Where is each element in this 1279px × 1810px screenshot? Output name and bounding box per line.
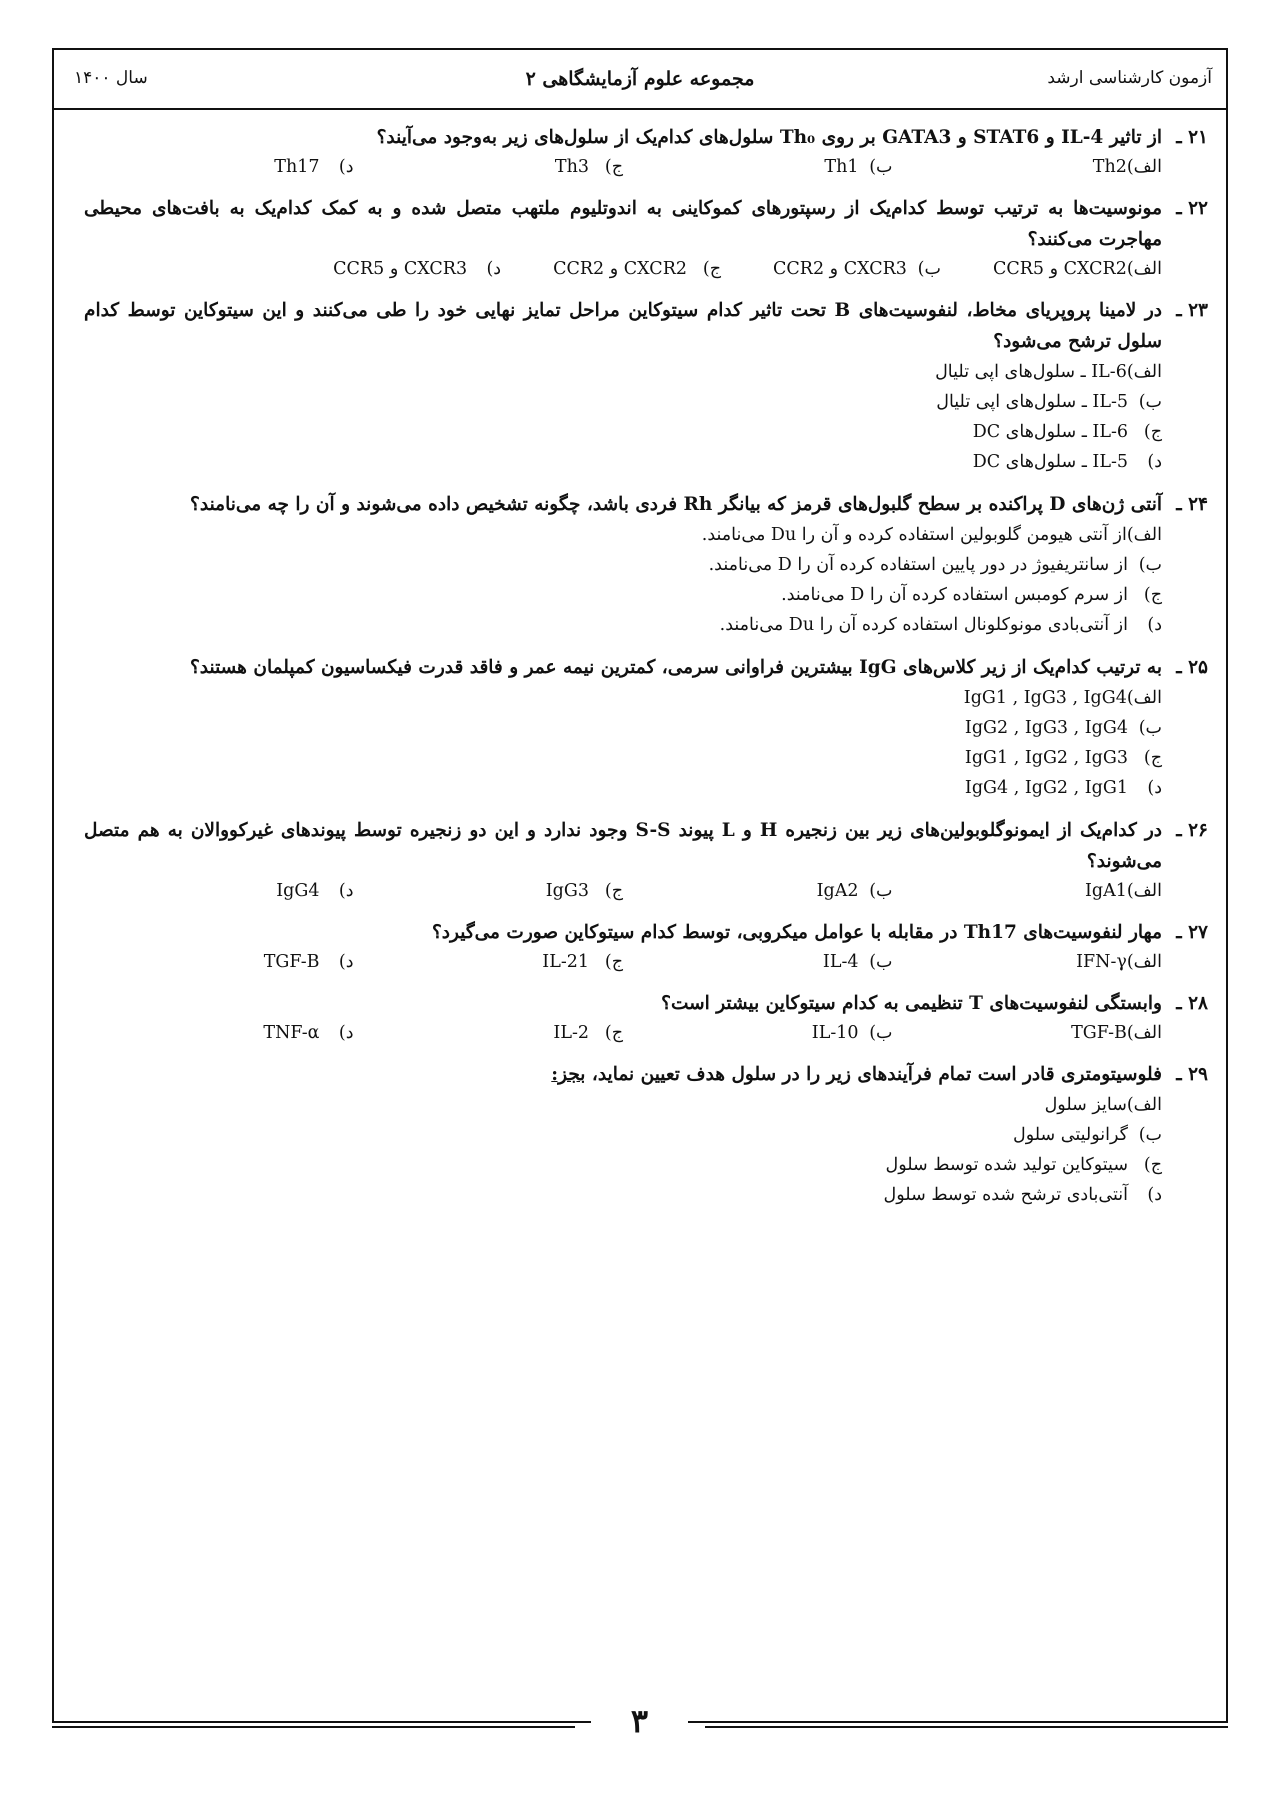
option-letter: ب) xyxy=(869,881,893,901)
option-text: TGF-B xyxy=(263,952,320,972)
option-letter: ب) xyxy=(1138,392,1162,412)
option-text: Th17 xyxy=(274,157,320,177)
option-text: سیتوکاین تولید شده توسط سلول xyxy=(885,1155,1128,1175)
option-text: IgA2 xyxy=(816,881,859,901)
option-text: گرانولیتی سلول xyxy=(1012,1125,1128,1145)
question-number: ۲۷ ـ xyxy=(1176,922,1208,943)
option-letter: د) xyxy=(1147,778,1162,798)
question-text-body: مهار لنفوسیت‌های Th17 در مقابله با عوامل میکروبی، توسط کدام سیتوکاین صورت می‌گیرد؟ xyxy=(431,922,1162,943)
option-letter: ب) xyxy=(869,952,893,972)
option-letter: ج) xyxy=(604,952,623,972)
option-letter: د) xyxy=(1147,615,1162,635)
exam-title: آزمون کارشناسی ارشد xyxy=(1047,68,1212,88)
option-letter: الف) xyxy=(1126,881,1162,901)
option-letter: ب) xyxy=(1138,718,1162,738)
option-text: IgA1 xyxy=(1084,881,1127,901)
option-text: Th2 xyxy=(1092,157,1127,177)
option-text: از آنتی هیومن گلوبولین استفاده کرده و آن را Du می‌نامند. xyxy=(701,525,1127,545)
option-letter: ب) xyxy=(869,1023,893,1043)
option-letter: ج) xyxy=(1143,1155,1162,1175)
option-letter: ب) xyxy=(869,157,893,177)
question-text-body: وابستگی لنفوسیت‌های T تنظیمی به کدام سیتوکاین بیشتر است؟ xyxy=(661,993,1162,1014)
option-text: IL-10 xyxy=(811,1023,859,1043)
option-letter: ج) xyxy=(604,1023,623,1043)
option-letter: ب) xyxy=(1138,555,1162,575)
option-letter: د) xyxy=(1147,452,1162,472)
question-number: ۲۱ ـ xyxy=(1176,127,1208,148)
option-letter: ج) xyxy=(1143,422,1162,442)
option-text: IgG2 , IgG3 , IgG4 xyxy=(964,718,1128,738)
option-text: TGF-B xyxy=(1071,1023,1127,1043)
option-text: IL-6 ـ سلول‌های DC xyxy=(972,422,1128,442)
option-text: CXCR2 و CCR5 xyxy=(992,259,1127,279)
question-number: ۲۶ ـ xyxy=(1176,820,1208,841)
option-letter: د) xyxy=(338,157,354,177)
option-text: آنتی‌بادی ترشح شده توسط سلول xyxy=(883,1185,1128,1205)
option-text: سایز سلول xyxy=(1044,1095,1127,1115)
option-letter: ج) xyxy=(604,881,623,901)
question-number: ۲۵ ـ xyxy=(1176,657,1208,678)
question-text-body: به ترتیب کدام‌یک از زیر کلاس‌های IgG بیشترین فراوانی سرمی، کمترین نیمه عمر و فاقد قدرت فیکساسیون کمپلمان هستند؟ xyxy=(189,657,1162,678)
option-letter: الف) xyxy=(1126,525,1162,545)
question-text-body: از تاثیر IL-4 و STAT6 و GATA3 بر روی Th₀ سلول‌های کدام‌یک از سلول‌های زیر به‌وجود می‌آیند؟ xyxy=(376,127,1162,148)
question-text-body: آنتی ژن‌های D پراکنده بر سطح گلبول‌های قرمز که بیانگر Rh فردی باشد، چگونه تشخیص داده می‌شوند و آن را چه می‌نامند؟ xyxy=(190,494,1162,515)
option-letter: الف) xyxy=(1126,688,1162,708)
option-text: IL-21 xyxy=(542,952,589,972)
option-text: IL-5 ـ سلول‌های اپی تلیال xyxy=(936,392,1128,412)
question-number: ۲۸ ـ xyxy=(1176,993,1208,1014)
option-text: IgG4 , IgG2 , IgG1 xyxy=(964,778,1128,798)
option-letter: الف) xyxy=(1126,362,1162,382)
option-text: IgG1 , IgG2 , IgG3 xyxy=(964,748,1128,768)
option-text: CXCR3 و CCR5 xyxy=(333,259,468,279)
exam-year: سال ۱۴۰۰ xyxy=(74,68,148,88)
question-number: ۲۲ ـ xyxy=(1176,198,1208,219)
option-text: از سانتریفیوژ در دور پایین استفاده کرده آن را D می‌نامند. xyxy=(708,555,1128,575)
option-text: از سرم کومبس استفاده کرده آن را D می‌نامند. xyxy=(781,585,1128,605)
option-letter: ج) xyxy=(1143,585,1162,605)
question-exception: بجز: xyxy=(551,1064,586,1085)
option-text: از آنتی‌بادی مونوکلونال استفاده کرده آن را Du می‌نامند. xyxy=(719,615,1128,635)
option-letter: الف) xyxy=(1126,1095,1162,1115)
option-letter: ج) xyxy=(702,259,722,279)
question-text-body: در لامینا پروپریای مخاط، لنفوسیت‌های B تحت تاثیر کدام سیتوکاین مراحل تمایز نهایی خود را طی می‌کنند و این سیتوکاین توسط کدام سلول ترشح می‌شود؟ xyxy=(84,300,1162,352)
option-text: Th1 xyxy=(824,157,859,177)
option-text: IL-4 xyxy=(822,952,859,972)
option-letter: ج) xyxy=(604,157,623,177)
option-text: IL-2 xyxy=(553,1023,589,1043)
option-text: IL-6 ـ سلول‌های اپی تلیال xyxy=(935,362,1127,382)
option-text: TNF-α xyxy=(263,1023,320,1043)
collection-title: مجموعه علوم آزمایشگاهی ۲ xyxy=(525,68,755,90)
option-letter: د) xyxy=(338,881,354,901)
option-letter: د) xyxy=(338,1023,354,1043)
question-number: ۲۳ ـ xyxy=(1176,300,1208,321)
option-letter: د) xyxy=(486,259,502,279)
option-text: IL-5 ـ سلول‌های DC xyxy=(972,452,1128,472)
option-text: CXCR3 و CCR2 xyxy=(773,259,907,279)
option-text: IgG4 xyxy=(276,881,320,901)
option-letter: الف) xyxy=(1126,952,1162,972)
option-letter: ب) xyxy=(1138,1125,1162,1145)
option-letter: د) xyxy=(338,952,354,972)
question-text-body: مونوسیت‌ها به ترتیب توسط کدام‌یک از رسپتورهای کموکاینی به اندوتلیوم ملتهب متصل شده و به کمک کدام‌یک به بافت‌های محیطی مهاجرت می‌کنند؟ xyxy=(84,198,1162,250)
question-number: ۲۴ ـ xyxy=(1176,494,1208,515)
page-number: ۳ xyxy=(0,1702,1279,1740)
option-letter: الف) xyxy=(1126,1023,1162,1043)
option-letter: الف) xyxy=(1126,157,1162,177)
option-letter: ج) xyxy=(1143,748,1162,768)
question-text-body: فلوسیتومتری قادر است تمام فرآیندهای زیر را در سلول هدف تعیین نماید، xyxy=(591,1064,1162,1085)
option-text: IgG1 , IgG3 , IgG4 xyxy=(963,688,1127,708)
question-text-body: در کدام‌یک از ایمونوگلوبولین‌های زیر بین زنجیره H و L پیوند S-S وجود ندارد و این دو زنجیره توسط پیوندهای غیرکووالان به هم متصل می‌شوند؟ xyxy=(84,820,1162,872)
option-text: CXCR2 و CCR2 xyxy=(553,259,688,279)
option-text: Th3 xyxy=(554,157,589,177)
option-letter: الف) xyxy=(1126,259,1162,279)
question-number: ۲۹ ـ xyxy=(1176,1064,1208,1085)
option-text: IFN-γ xyxy=(1076,952,1127,972)
option-letter: ب) xyxy=(917,259,941,279)
option-letter: د) xyxy=(1147,1185,1162,1205)
option-text: IgG3 xyxy=(545,881,589,901)
